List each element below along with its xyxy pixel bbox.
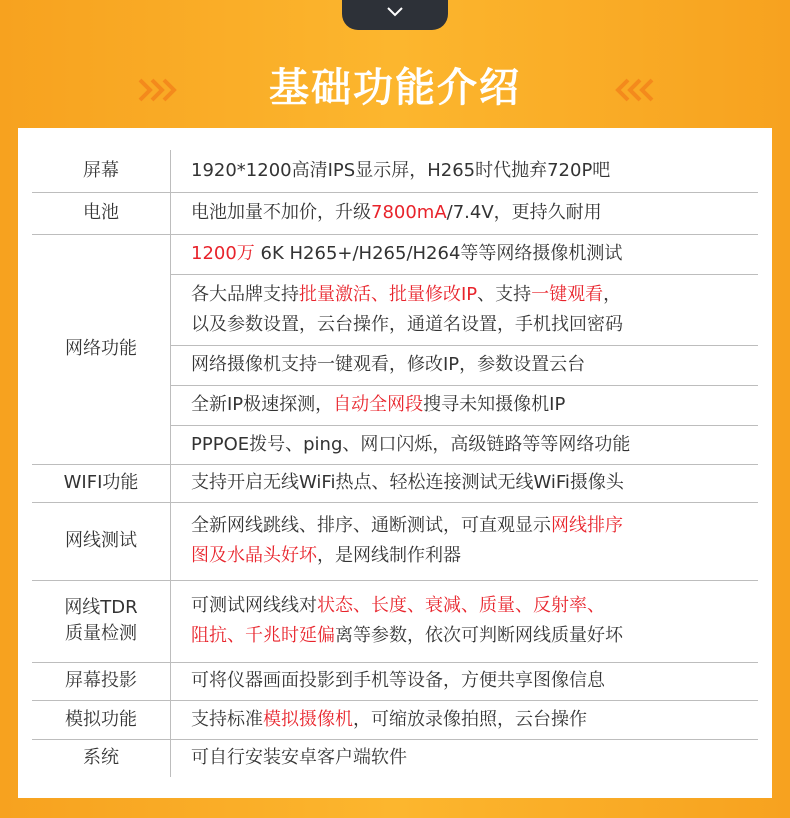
top-tab[interactable] [342, 0, 448, 30]
text: ，是网线制作利器 [317, 545, 461, 566]
highlight-text: 批量激活、批量修改IP [299, 283, 478, 305]
text: ， [603, 283, 622, 305]
text: 可测试网线线对 [191, 595, 317, 616]
row-analog [32, 700, 758, 739]
row-label: WIFI功能 [32, 464, 171, 502]
spec-table [32, 150, 758, 777]
text: 离等参数，依次可判断网线质量好坏 [335, 625, 623, 646]
row-value: PPPOE拨号、ping、网口闪烁，高级链路等等网络功能 [171, 425, 759, 464]
page-title: 基础功能介绍 [269, 65, 521, 111]
row-value: 可将仪器画面投影到手机等设备，方便共享图像信息 [171, 662, 759, 700]
row-value: 可自行安装安卓客户端软件 [191, 747, 407, 769]
highlight-text: 图及水晶头好坏 [191, 545, 317, 566]
highlight-text: 1200万 [191, 243, 255, 264]
row-label: 系统 [32, 739, 171, 777]
highlight-text: 自动全网段 [333, 394, 424, 415]
row-label: 模拟功能 [32, 700, 171, 739]
row-label: 屏幕投影 [32, 662, 171, 700]
row-wifi [32, 464, 758, 502]
label-line: 网线TDR [64, 597, 138, 618]
row-tdr [32, 580, 758, 662]
highlight-text: 网线排序 [551, 515, 623, 536]
row-value [171, 234, 759, 274]
row-screen [32, 150, 758, 192]
text: /7.4V，更持久耐用 [446, 202, 602, 223]
row-value: 网络摄像机支持一键观看，修改IP，参数设置云台 [171, 345, 759, 385]
highlight-text: 一键观看 [531, 283, 604, 305]
heading [0, 58, 790, 118]
row-battery [32, 192, 758, 234]
highlight-text: 7800mA [371, 202, 447, 223]
row-value [171, 580, 759, 662]
text: 搜寻未知摄像机IP [423, 394, 566, 415]
row-projection [32, 662, 758, 700]
row-network-1 [32, 234, 758, 274]
double-chevron-left-icon [610, 78, 654, 102]
row-value [171, 502, 759, 580]
row-label: 网络功能 [32, 234, 171, 464]
row-label: 屏幕 [32, 150, 171, 192]
chevron-down-icon [386, 5, 404, 19]
row-label [32, 580, 171, 662]
row-value [171, 700, 759, 739]
text: 各大品牌支持 [191, 283, 299, 305]
row-value: 支持开启无线WiFi热点、轻松连接测试无线WiFi摄像头 [171, 464, 759, 502]
text: 电池加量不加价，升级 [191, 202, 371, 223]
text: 以及参数设置，云台操作，通道名设置，手机找回密码 [191, 313, 623, 335]
text: 全新IP极速探测， [191, 394, 334, 415]
highlight-text: 阻抗、千兆时延偏 [191, 625, 335, 646]
row-value [171, 192, 759, 234]
row-label: 电池 [32, 192, 171, 234]
row-value [171, 385, 759, 425]
text: 、支持 [477, 283, 532, 305]
text: 全新网线跳线、排序、通断测试，可直观显示 [191, 515, 551, 536]
text: 支持标准 [191, 708, 263, 730]
text: ，可缩放录像拍照，云台操作 [353, 708, 587, 730]
row-system [32, 739, 758, 777]
highlight-text: 模拟摄像机 [263, 708, 353, 730]
label-line: 质量检测 [65, 623, 137, 644]
row-value [171, 274, 759, 345]
row-label: 网线测试 [32, 502, 171, 580]
highlight-text: 状态、长度、衰减、质量、反射率、 [317, 595, 605, 616]
row-cable-test [32, 502, 758, 580]
text: 6K H265+/H265/H264等等网络摄像机测试 [254, 243, 623, 264]
spec-card [18, 128, 772, 798]
row-value: 1920*1200高清IPS显示屏，H265时代抛弃720P吧 [171, 150, 759, 192]
